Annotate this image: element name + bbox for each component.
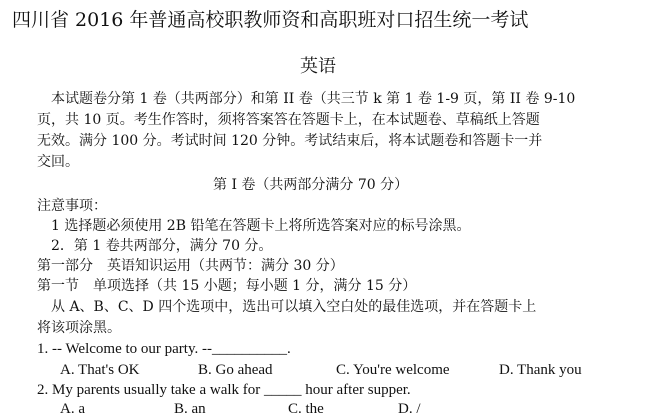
- question-2-option-a: A. a: [60, 401, 85, 417]
- intro-line-2: 页，共 10 页。考生作答时，须将答案答在答题卡上，在本试题卷、草稿纸上答题: [37, 112, 540, 128]
- question-2-stem: 2. My parents usually take a walk for _____ hour after supper.: [37, 382, 411, 398]
- question-1-option-c: C. You're welcome: [336, 362, 450, 378]
- note-item-1: 1 选择题必须使用 2B 铅笔在答题卡上将所选答案对应的标号涂黑。: [51, 218, 471, 234]
- intro-line-3: 无效。满分 100 分。考试时间 120 分钟。考试结束后，将本试题卷和答题卡一并: [37, 133, 543, 149]
- question-2-option-b: B. an: [174, 401, 206, 417]
- section-heading: 第 I 卷（共两部分满分 70 分）: [213, 177, 409, 193]
- intro-line-4: 交回。: [37, 154, 79, 170]
- note-item-2: 2．第 1 卷共两部分，满分 70 分。: [51, 238, 273, 254]
- exam-title: 四川省 2016 年普通高校职教师资和高职班对口招生统一考试: [12, 9, 529, 31]
- section-subheading: 第一节 单项选择（共 15 小题；每小题 1 分，满分 15 分）: [37, 278, 417, 294]
- question-2-option-d: D. /: [398, 401, 421, 417]
- intro-line-1: 本试题卷分第 1 卷（共两部分）和第 II 卷（共三节 k 第 1 卷 1-9 页，第 II 卷 9-10: [51, 91, 576, 107]
- question-1-option-b: B. Go ahead: [198, 362, 273, 378]
- notes-title: 注意事项：: [37, 198, 107, 214]
- instruction-line-1: 从 A、B、C、D 四个选项中，选出可以填入空白处的最佳选项，并在答题卡上: [51, 299, 537, 315]
- question-2-option-c: C. the: [288, 401, 324, 417]
- question-1-stem: 1. -- Welcome to our party. --__________.: [37, 341, 291, 357]
- question-1-option-a: A. That's OK: [60, 362, 140, 378]
- subject-heading: 英语: [300, 56, 336, 77]
- question-1-option-d: D. Thank you: [499, 362, 582, 378]
- part-heading: 第一部分 英语知识运用（共两节：满分 30 分）: [37, 258, 344, 274]
- instruction-line-2: 将该项涂黑。: [37, 320, 121, 336]
